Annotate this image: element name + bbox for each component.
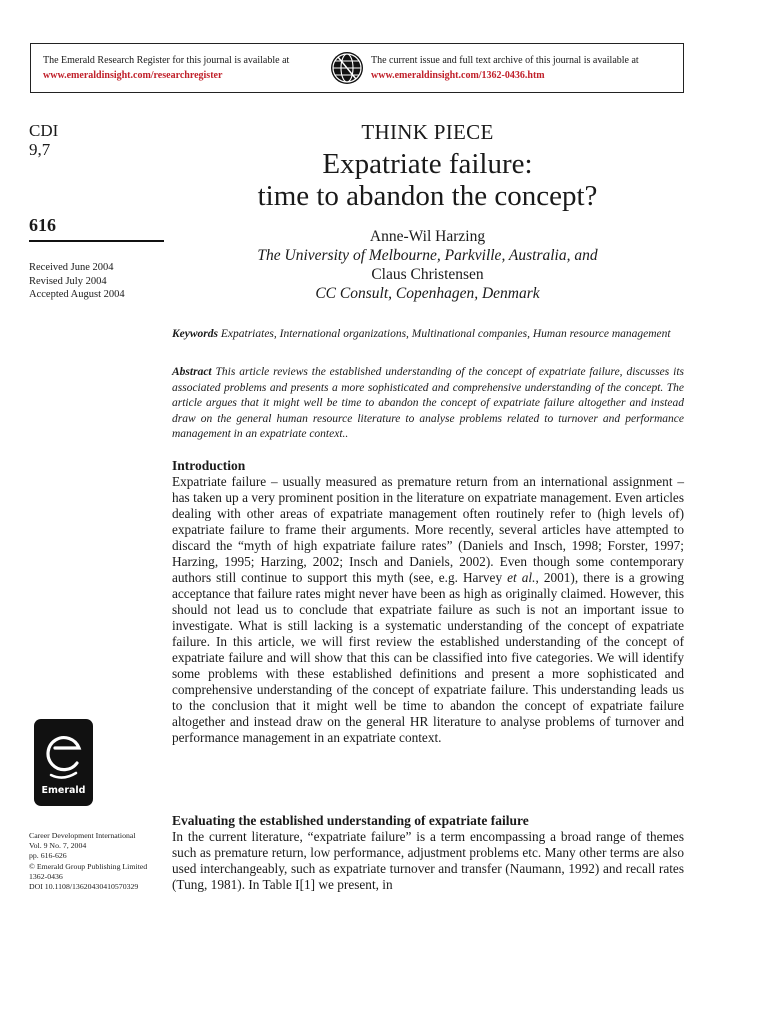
intro-etal: et al. xyxy=(507,570,536,585)
keywords-label: Keywords xyxy=(172,328,218,340)
abstract-text: This article reviews the established understanding of the concept of expatriate failure, discusses its associated problems and presents a more sophisticated and comprehensive understanding of the concept. The article argues that it might well be time to abandon the concept of expatriate failure altogether and instead draw on the general human resource literature to analyse problems related to turnover and performance management in an expatriate context.. xyxy=(172,366,685,440)
authors xyxy=(0,227,768,303)
evaluation-text: In the current literature, “expatriate failure” is a term encompassing a broad range of themes such as premature return, low performance, adjustment problems etc. Many other terms are also used interchangeably, such as expatriate turnover and transfer (Naumann, 1992) and recall rates (Tung, 1981). In Table I[1] we present, in xyxy=(172,829,684,892)
date-accepted: Accepted August 2004 xyxy=(29,289,125,300)
citation-pages: pp. 616-626 xyxy=(29,851,67,861)
title-line-1: Expatriate failure: xyxy=(322,148,533,180)
citation-doi: DOI 10.1108/13620430410570329 xyxy=(29,882,139,892)
abstract xyxy=(172,365,684,443)
article-title xyxy=(0,148,768,212)
research-register-link[interactable]: www.emeraldinsight.com/researchregister xyxy=(43,70,223,81)
introduction-text xyxy=(172,474,684,746)
intro-part-2: , 2001), there is a growing acceptance that failure rates might never have been as high as originally claimed. However, this should not lead us to conclude that expatriate failure as such is not an important issue to investigate. What is still lacking is a systematic understanding of the concept of expatriate failure. In this article, we will first review the established understanding of the concept of expatriate failure and will show that this can be classified into five categories. We will identify some problems with these established definitions and present a more sophisticated and comprehensive understanding of the concept of expatriate failure. This understanding leads us to the conclusion that it might well be time to abandon the concept of expatriate failure altogether and instead draw on the general HR literature to analyse problems of turnover and performance management in an expatriate context. xyxy=(172,570,684,745)
keywords-text: Expatriates, International organizations, Multinational companies, Human resource management xyxy=(220,328,671,340)
header-left-text: The Emerald Research Register for this journal is available at xyxy=(43,55,290,66)
volume-issue: 9,7 xyxy=(29,140,51,159)
intro-part-1: Expatriate failure – usually measured as premature return from an international assignment – has taken up a very prominent position in the literature on expatriate management. Even articles dealing with other areas of expatriate management often routinely refer to (high levels of) expatriate failure to frame their arguments. More recently, several articles have attempted to discard the “myth of high expatriate failure rates” (Daniels and Insch, 1998; Forster, 1997; Harzing, 1995; Harzing, 2002; Insch and Daniels, 2002). Even though some contemporary authors still continue to support this myth (see, e.g. Harvey xyxy=(172,474,684,585)
article-category: THINK PIECE xyxy=(361,120,494,144)
header-left xyxy=(43,53,343,83)
abstract-label: Abstract xyxy=(172,366,212,378)
date-received: Received June 2004 xyxy=(29,262,114,273)
affiliation-2: CC Consult, Copenhagen, Denmark xyxy=(315,285,540,302)
citation-block xyxy=(29,831,147,892)
title-line-2: time to abandon the concept? xyxy=(257,180,598,212)
citation-issn: 1362-0436 xyxy=(29,871,63,881)
citation-publisher: © Emerald Group Publishing Limited xyxy=(29,861,148,871)
evaluation-heading: Evaluating the established understanding of expatriate failure xyxy=(172,813,529,828)
author-1: Anne-Wil Harzing xyxy=(369,228,486,245)
header-right-text: The current issue and full text archive of this journal is available at xyxy=(371,55,639,66)
journal-archive-link[interactable]: www.emeraldinsight.com/1362-0436.htm xyxy=(371,70,545,81)
logo-text: Emerald xyxy=(41,785,86,796)
page-number: 616 xyxy=(29,215,56,235)
citation-journal: Career Development International xyxy=(29,831,136,840)
header-box xyxy=(30,43,684,93)
globe-icon xyxy=(330,51,364,85)
affiliation-1: The University of Melbourne, Parkville, Australia, and xyxy=(257,247,598,264)
author-2: Claus Christensen xyxy=(371,266,484,283)
keywords xyxy=(172,327,684,342)
introduction-heading: Introduction xyxy=(172,458,246,473)
citation-volume: Vol. 9 No. 7, 2004 xyxy=(29,841,87,851)
date-revised: Revised July 2004 xyxy=(29,275,107,287)
emerald-e-icon xyxy=(43,727,84,781)
journal-code: CDI xyxy=(29,121,59,140)
emerald-logo xyxy=(34,719,93,806)
header-right xyxy=(371,53,683,83)
